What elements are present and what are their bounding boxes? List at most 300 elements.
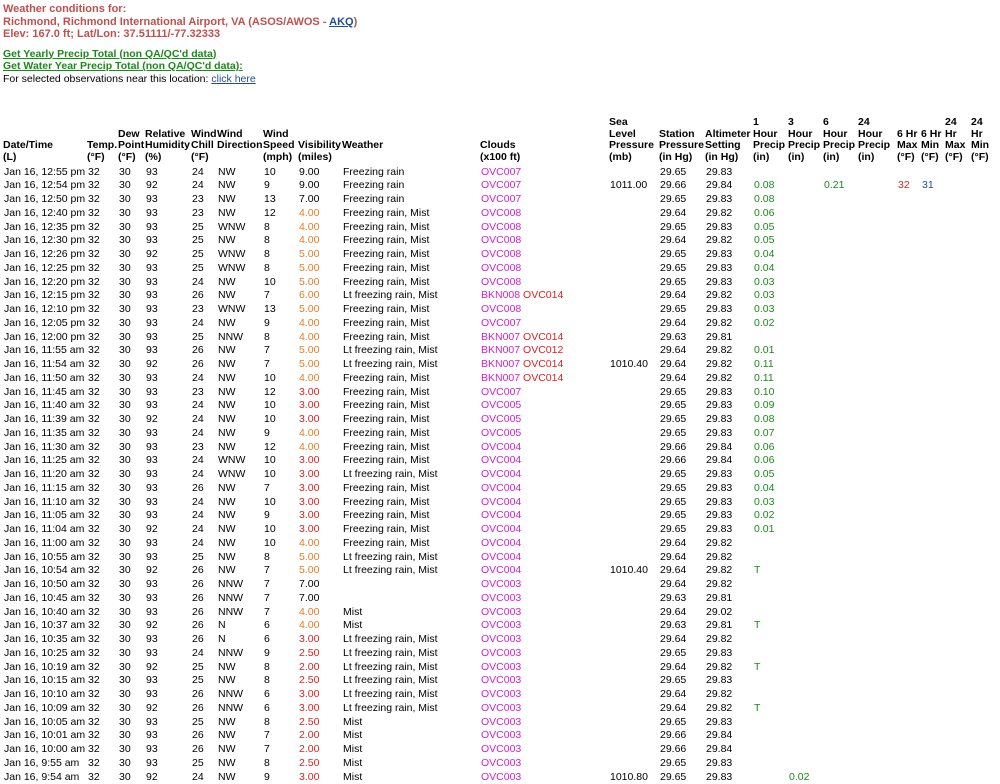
table-cell: 29.82 [703,234,751,248]
table-cell: Mist [340,771,478,784]
table-cell: 32 [85,633,116,647]
table-cell: 5.00 [296,262,340,276]
cloud-layer: OVC014 [520,372,563,384]
table-cell: Freezing rain, Mist [340,221,478,235]
table-cell [969,482,997,496]
table-cell [969,661,997,675]
column-header: 6 Hr Max [895,117,919,152]
units-row [1,152,997,166]
table-cell [478,523,607,537]
table-cell: NNW [215,331,261,345]
table-cell [895,606,919,620]
table-cell [895,358,919,372]
table-cell: 32 [85,619,116,633]
table-cell: 29.02 [703,606,751,620]
table-cell [919,303,943,317]
table-cell: 32 [85,234,116,248]
table-cell: 24 [189,166,215,180]
table-cell: 26 [189,688,215,702]
table-cell: 29.82 [703,688,751,702]
table-cell: 29.64 [657,606,703,620]
table-cell: Freezing rain, Mist [340,509,478,523]
table-cell [856,702,895,716]
table-cell: Mist [340,619,478,633]
table-cell [478,399,607,413]
table-cell: 5.00 [296,248,340,262]
cloud-layer: OVC003 [481,647,521,659]
column-unit: (°F) [943,152,969,166]
column-unit: (mb) [607,152,657,166]
table-cell: 93 [143,193,189,207]
table-cell [786,193,821,207]
table-cell: 32 [85,372,116,386]
table-cell [786,661,821,675]
table-cell: 24 [189,468,215,482]
yearly-precip-link[interactable]: Get Yearly Precip Total (non QA/QC'd data) [3,48,216,60]
table-cell: 32 [85,262,116,276]
table-cell: NW [215,537,261,551]
table-cell: 32 [85,688,116,702]
table-cell: 3.00 [296,482,340,496]
table-cell: 4.00 [296,606,340,620]
table-cell [786,427,821,441]
table-cell [751,331,786,345]
table-cell: 7 [261,564,296,578]
table-cell [786,248,821,262]
table-cell [821,468,856,482]
table-row [1,454,997,468]
column-header: 24 Hr Min [969,117,997,152]
table-cell [943,578,969,592]
table-cell [943,303,969,317]
table-cell: 30 [116,523,143,537]
table-cell [919,482,943,496]
table-cell: 5.00 [296,344,340,358]
table-cell: 29.64 [657,564,703,578]
table-cell [607,427,657,441]
table-cell [943,496,969,510]
column-unit: (in) [821,152,856,166]
table-cell [969,771,997,784]
table-cell: 2.00 [296,729,340,743]
table-cell: 32 [85,331,116,345]
table-cell [607,454,657,468]
table-cell: 29.63 [657,331,703,345]
table-cell: 0.01 [751,344,786,358]
table-cell: 32 [85,592,116,606]
cloud-layer: OVC005 [481,427,521,439]
table-row [1,372,997,386]
table-cell [856,496,895,510]
table-cell: Jan 16, 11:25 am [1,454,85,468]
water-year-precip-link[interactable]: Get Water Year Precip Total (non QA/QC'd data): [3,60,243,72]
table-cell [895,564,919,578]
table-cell: 2.00 [296,743,340,757]
table-cell [856,179,895,193]
table-cell [786,441,821,455]
table-cell: 29.82 [703,289,751,303]
table-cell [607,344,657,358]
table-cell: Jan 16, 10:01 am [1,729,85,743]
table-cell [943,386,969,400]
table-cell: 29.82 [703,537,751,551]
table-cell: Lt freezing rain, Mist [340,344,478,358]
table-cell: NNW [215,688,261,702]
table-cell [821,454,856,468]
table-cell [821,564,856,578]
table-cell: 29.64 [657,358,703,372]
table-cell [969,606,997,620]
table-cell [943,729,969,743]
table-cell [478,551,607,565]
table-cell [943,372,969,386]
table-cell: 29.84 [703,441,751,455]
table-cell [478,454,607,468]
table-cell [856,482,895,496]
table-cell: 29.65 [657,248,703,262]
table-cell: 93 [143,674,189,688]
table-cell [478,427,607,441]
table-cell [751,633,786,647]
table-cell: 29.66 [657,179,703,193]
table-cell: 30 [116,551,143,565]
table-cell: 29.83 [703,771,751,784]
table-cell: 93 [143,496,189,510]
table-cell [895,482,919,496]
table-cell [786,537,821,551]
cloud-layer: OVC004 [481,564,521,576]
table-cell: 30 [116,276,143,290]
table-cell [786,276,821,290]
column-header: 24 Hr Max [943,117,969,152]
table-cell [919,509,943,523]
table-cell: 93 [143,276,189,290]
table-cell: 10 [261,496,296,510]
table-cell: Mist [340,716,478,730]
table-cell: Lt freezing rain, Mist [340,289,478,303]
table-cell [821,331,856,345]
table-cell [895,757,919,771]
table-cell [919,743,943,757]
cloud-layer: OVC008 [481,248,521,260]
table-cell: 29.65 [657,221,703,235]
table-cell [969,248,997,262]
table-cell: 30 [116,386,143,400]
table-cell [919,578,943,592]
table-row [1,771,997,784]
table-cell [821,262,856,276]
table-cell: 0.08 [751,193,786,207]
table-cell [821,427,856,441]
table-cell: 32 [85,221,116,235]
table-cell: 93 [143,578,189,592]
table-cell: 29.82 [703,633,751,647]
table-cell: 29.83 [703,276,751,290]
table-cell: Mist [340,757,478,771]
table-cell: Jan 16, 11:55 am [1,344,85,358]
table-cell: 24 [189,276,215,290]
cloud-layer: OVC004 [481,551,521,563]
table-cell [969,441,997,455]
table-cell [895,262,919,276]
table-row [1,262,997,276]
table-cell [478,674,607,688]
table-cell [919,344,943,358]
table-cell: Jan 16, 10:05 am [1,716,85,730]
table-cell: 10 [261,399,296,413]
table-cell: 24 [189,372,215,386]
table-cell: 29.83 [703,757,751,771]
table-cell: 30 [116,633,143,647]
table-cell: 29.83 [703,386,751,400]
table-cell: 26 [189,606,215,620]
cloud-layer: OVC012 [520,344,563,356]
table-row [1,317,997,331]
table-cell: NW [215,399,261,413]
table-cell: 24 [189,317,215,331]
table-cell [607,262,657,276]
table-cell: NW [215,564,261,578]
precip-links [3,48,357,73]
table-cell: Freezing rain, Mist [340,482,478,496]
table-cell [969,344,997,358]
table-cell [821,606,856,620]
table-cell: 29.83 [703,716,751,730]
table-cell: 29.64 [657,633,703,647]
table-cell: Freezing rain, Mist [340,303,478,317]
table-cell: Freezing rain, Mist [340,262,478,276]
table-row [1,221,997,235]
table-cell: NW [215,386,261,400]
column-header: Wind Direction [215,117,261,152]
table-cell: Jan 16, 12:54 pm [1,179,85,193]
table-cell: NW [215,289,261,303]
table-cell [478,729,607,743]
table-cell [478,248,607,262]
table-cell: 29.83 [703,523,751,537]
column-unit: (°F) [895,152,919,166]
observations-table [1,117,997,784]
table-cell [607,674,657,688]
table-cell: 93 [143,537,189,551]
table-cell [856,262,895,276]
table-cell [943,757,969,771]
table-cell [821,234,856,248]
table-cell: 25 [189,551,215,565]
table-row [1,592,997,606]
table-cell: 7 [261,358,296,372]
table-cell: 29.83 [703,262,751,276]
table-cell: 1010.40 [607,358,657,372]
table-cell [856,248,895,262]
table-cell: NW [215,716,261,730]
table-row [1,578,997,592]
table-cell: 32 [85,179,116,193]
table-cell [478,606,607,620]
table-cell [478,619,607,633]
table-cell [943,331,969,345]
table-cell: 26 [189,564,215,578]
table-cell [895,399,919,413]
table-cell: 30 [116,441,143,455]
table-row [1,509,997,523]
table-cell [856,276,895,290]
table-cell: 30 [116,193,143,207]
table-cell [856,757,895,771]
table-cell: 26 [189,633,215,647]
column-header: Weather [340,117,478,152]
table-cell: 32 [85,702,116,716]
table-cell [751,551,786,565]
table-cell: 0.10 [751,386,786,400]
table-cell: 29.81 [703,592,751,606]
table-cell: 9 [261,647,296,661]
table-cell [943,674,969,688]
table-cell [943,633,969,647]
table-cell [943,551,969,565]
table-cell: 32 [85,344,116,358]
table-cell [786,303,821,317]
cloud-layer: OVC008 [481,234,521,246]
table-cell: 0.03 [751,276,786,290]
table-cell [821,716,856,730]
table-cell: 32 [85,757,116,771]
table-cell: 6 [261,688,296,702]
table-cell [607,743,657,757]
table-cell [856,619,895,633]
table-cell: 29.83 [703,496,751,510]
table-cell: 7 [261,592,296,606]
table-cell: 29.65 [657,523,703,537]
table-cell [478,234,607,248]
table-cell [969,619,997,633]
table-cell: Lt freezing rain, Mist [340,688,478,702]
table-cell: 26 [189,729,215,743]
table-cell: 30 [116,716,143,730]
table-cell: 32 [85,716,116,730]
table-cell [919,454,943,468]
table-cell [751,716,786,730]
table-cell [856,537,895,551]
table-cell [478,688,607,702]
table-cell [786,688,821,702]
table-cell: Jan 16, 10:55 am [1,551,85,565]
table-cell [895,674,919,688]
table-cell [895,468,919,482]
table-cell [856,166,895,180]
table-cell: 10 [261,454,296,468]
table-cell [751,729,786,743]
table-cell: 92 [143,358,189,372]
title-close-paren: ) [354,16,358,28]
table-cell [919,757,943,771]
table-cell: 29.64 [657,688,703,702]
table-cell: 32 [85,509,116,523]
column-unit: (°F) [919,152,943,166]
table-cell: Jan 16, 10:25 am [1,647,85,661]
table-cell [478,564,607,578]
table-cell: 25 [189,234,215,248]
table-cell: 10 [261,468,296,482]
table-cell: 29.64 [657,317,703,331]
table-cell: 32 [85,441,116,455]
table-cell [856,771,895,784]
cloud-layer: OVC003 [481,674,521,686]
table-cell: NW [215,482,261,496]
table-cell [969,303,997,317]
table-cell: 32 [85,468,116,482]
table-cell: 29.65 [657,399,703,413]
table-cell [786,358,821,372]
table-cell: 93 [143,427,189,441]
table-row [1,399,997,413]
table-cell [821,303,856,317]
table-cell: 30 [116,427,143,441]
cloud-layer: OVC003 [481,661,521,673]
table-cell [919,674,943,688]
table-cell: NW [215,441,261,455]
table-cell [478,578,607,592]
table-cell: NW [215,179,261,193]
table-cell [895,331,919,345]
cloud-layer: OVC004 [481,454,521,466]
table-cell [895,386,919,400]
table-cell [607,757,657,771]
table-cell [607,303,657,317]
table-cell [919,248,943,262]
table-cell: 6 [261,702,296,716]
table-cell [786,468,821,482]
table-cell [919,166,943,180]
column-unit: (°F) [85,152,116,166]
table-cell: NW [215,757,261,771]
table-cell: 32 [85,193,116,207]
cloud-layer: OVC007 [481,193,521,205]
table-cell [786,207,821,221]
table-cell [969,523,997,537]
table-cell [607,551,657,565]
table-cell: 32 [85,606,116,620]
table-cell [969,674,997,688]
table-cell [786,729,821,743]
table-cell: Freezing rain [340,179,478,193]
table-cell [751,771,786,784]
akq-link[interactable]: AKQ [329,16,353,28]
table-cell [821,729,856,743]
table-cell: Jan 16, 12:10 pm [1,303,85,317]
table-cell [969,743,997,757]
table-cell: Jan 16, 11:45 am [1,386,85,400]
table-cell [895,303,919,317]
table-cell [821,289,856,303]
table-cell [340,592,478,606]
table-cell: NW [215,743,261,757]
table-cell: 3.00 [296,468,340,482]
table-cell [751,688,786,702]
table-cell: 0.07 [751,427,786,441]
table-cell: WNW [215,303,261,317]
table-cell [856,688,895,702]
table-cell: 30 [116,207,143,221]
table-cell [943,193,969,207]
table-cell: 32 [85,674,116,688]
table-cell: 32 [85,289,116,303]
table-cell: 1011.00 [607,179,657,193]
click-here-link[interactable]: click here [211,73,255,85]
table-cell [969,262,997,276]
table-cell: Jan 16, 10:40 am [1,606,85,620]
table-cell [607,193,657,207]
